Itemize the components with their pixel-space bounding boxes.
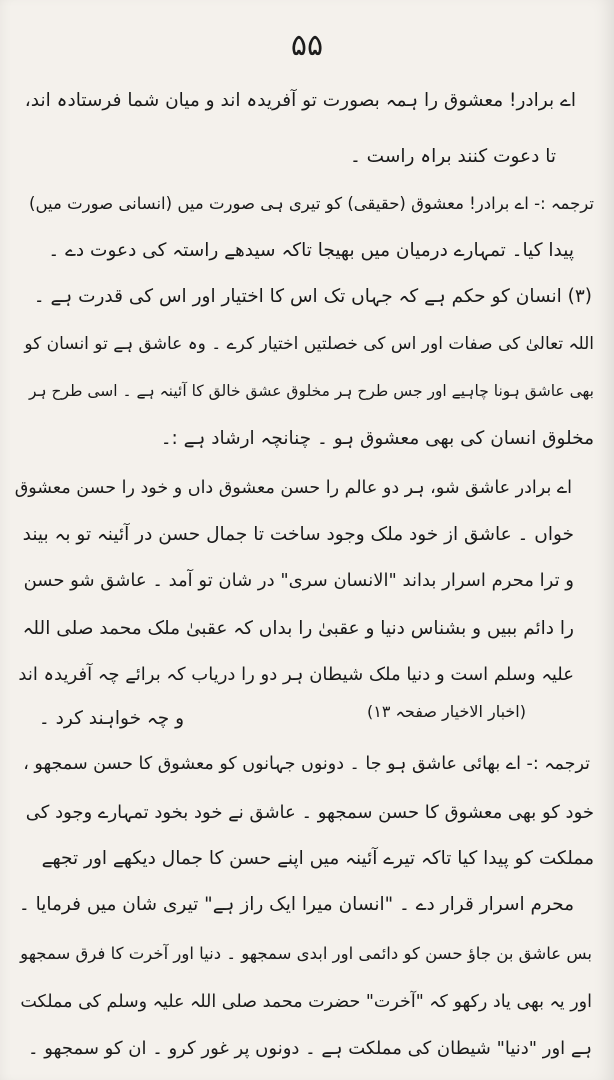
- translation-line-2: پیدا کیا۔ تمہارے درمیان میں بھیجا تاکہ سیدھے راستہ کی دعوت دے ۔: [48, 240, 574, 261]
- paragraph-line-3: بھی عاشق ہونا چاہیے اور جس طرح ہر مخلوق عشق خالق کا آئینہ ہے ۔ اسی طرح ہر: [28, 382, 594, 400]
- persian-quote-line-5: علیہ وسلم است و دنیا ملک شیطان ہر دو را دریاب کہ برائے چہ آفریدہ اند: [18, 664, 574, 685]
- closing-line-3: ہے اور "دنیا" شیطان کی مملکت ہے ۔ دونوں پر غور کرو ۔ ان کو سمجھو ۔: [27, 1038, 592, 1059]
- paragraph-line-2: اللہ تعالیٰ کی صفات اور اس کی خصلتیں اختیار کرے ۔ وہ عاشق ہے تو انسان کو: [24, 334, 594, 354]
- persian-text-line-1: اے برادر! معشوق را ہمہ بصورت تو آفریدہ اند و میان شما فرستادہ اند،: [24, 90, 576, 111]
- translation-line-1: ترجمہ :- اے برادر! معشوق (حقیقی) کو تیری ہی صورت میں (انسانی صورت میں): [29, 194, 594, 213]
- source-reference: (اخبار الاخیار صفحہ ۱۳): [367, 702, 526, 721]
- persian-quote-line-1: اے برادر عاشق شو، ہر دو عالم را حسن معشوق داں و خود را حسن معشوق: [14, 478, 572, 498]
- persian-quote-line-3: و ترا محرم اسرار بداند "الانسان سری" در شان تو آمد ۔ عاشق شو حسن: [23, 570, 574, 591]
- translation-2-line-1: ترجمہ :- اے بھائی عاشق ہو جا ۔ دونوں جہانوں کو معشوق کا حسن سمجھو ،: [23, 754, 590, 774]
- persian-quote-line-2: خواں ۔ عاشق از خود ملک وجود ساخت تا جمال حسن در آئینہ تو بہ بیند: [22, 524, 574, 545]
- closing-line-2: اور یہ بھی یاد رکھو کہ "آخرت" حضرت محمد صلی اللہ علیہ وسلم کی مملکت: [20, 992, 592, 1012]
- paragraph-line-4: مخلوق انسان کی بھی معشوق ہو ۔ چنانچہ ارشاد ہے :۔: [160, 428, 594, 449]
- translation-2-line-2: خود کو بھی معشوق کا حسن سمجھو ۔ عاشق نے خود بخود تمہارے وجود کی: [25, 802, 594, 823]
- persian-text-line-2: تا دعوت کنند براہ راست ۔: [349, 146, 556, 167]
- paragraph-line-1: (۳) انسان کو حکم ہے کہ جہاں تک اس کا اختیار اور اس کی قدرت ہے ۔: [33, 286, 592, 307]
- page-number: ۵۵: [290, 28, 324, 63]
- persian-quote-line-6: و چہ خواہند کرد ۔: [38, 708, 184, 729]
- persian-quote-line-4: را دائم ببیں و بشناس دنیا و عقبیٰ را بداں کہ عقبیٰ ملک محمد صلی اللہ: [22, 618, 574, 639]
- closing-line-1: بس عاشق بن جاؤ حسن کو دائمی اور ابدی سمجھو ۔ دنیا اور آخرت کا فرق سمجھو: [20, 944, 592, 963]
- translation-2-line-4: محرم اسرار قرار دے ۔ "انسان میرا ایک راز ہے" تیری شان میں فرمایا ۔: [18, 894, 574, 915]
- translation-2-line-3: مملکت کو پیدا کیا تاکہ تیرے آئینہ میں اپنے حسن کا جمال دیکھے اور تجھے: [41, 848, 594, 869]
